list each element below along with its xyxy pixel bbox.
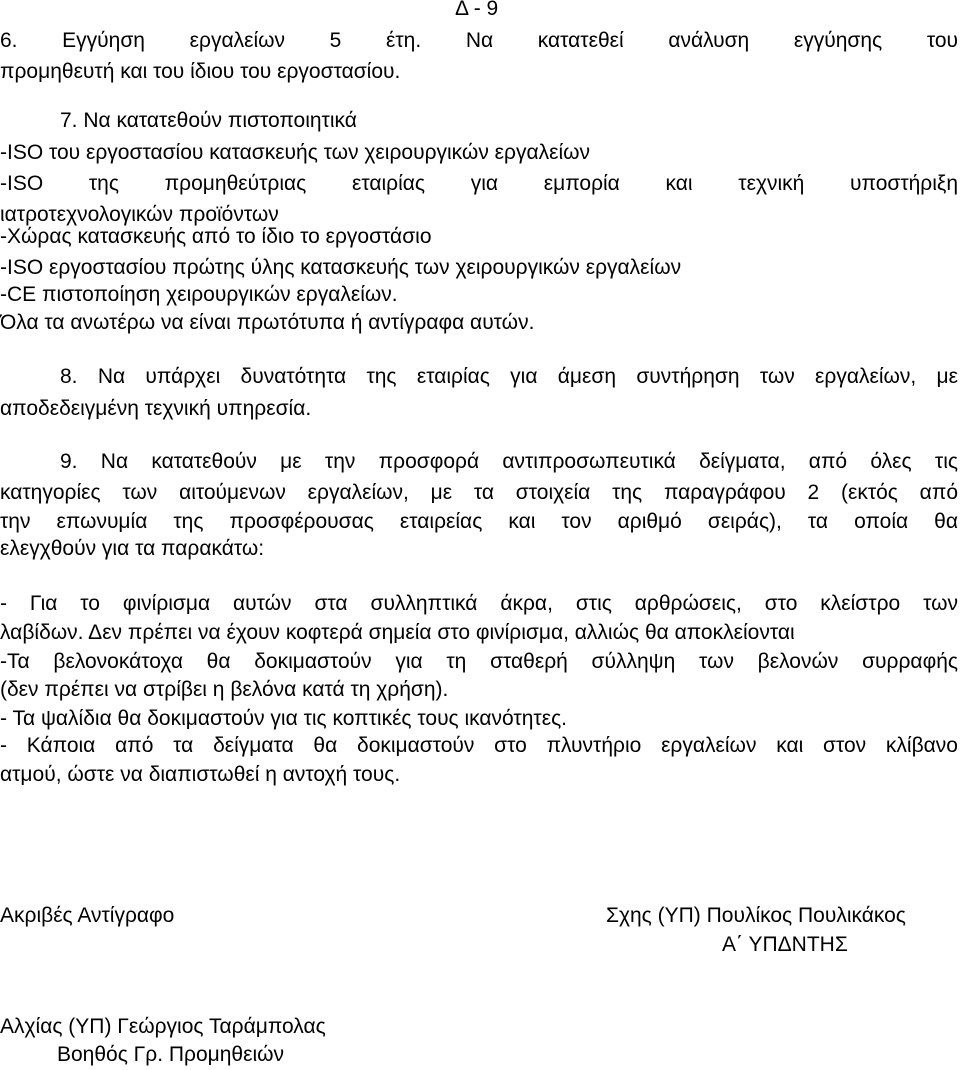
item9-line: ελεγχθούν για τα παρακάτω: <box>0 537 265 560</box>
signer-left-name: Αλχίας (ΥΠ) Γεώργιος Ταράμπολας <box>0 1015 326 1038</box>
item9-line: κατηγορίες των αιτούμενων εργαλείων, με τα στοιχεία της παραγράφου 2 (εκτός από <box>0 481 958 504</box>
item7-line: -ISO του εργοστασίου κατασκευής των χειρουργικών εργαλείων <box>0 141 591 164</box>
item7-line: -ISO της προμηθεύτριας εταιρίας για εμπορία και τεχνική υποστήριξη <box>0 172 958 195</box>
item7-line: Όλα τα ανωτέρω να είναι πρωτότυπα ή αντίγραφα αυτών. <box>0 311 535 334</box>
test-line: (δεν πρέπει να στρίβει η βελόνα κατά τη χρήση). <box>0 678 449 701</box>
test-line: -Τα βελονοκάτοχα θα δοκιμαστούν για τη σταθερή σύλληψη των βελονών συρραφής <box>0 650 958 673</box>
item7-line: ιατροτεχνολογικών προϊόντων <box>0 203 279 226</box>
test-line: - Τα ψαλίδια θα δοκιμαστούν για τις κοπτικές τους ικανότητες. <box>0 707 568 730</box>
signer-right-title: Α΄ ΥΠΔΝΤΗΣ <box>722 933 848 956</box>
item6-line2: προμηθευτή και του ίδιου του εργοστασίου. <box>0 60 401 83</box>
certified-copy-label: Ακριβές Αντίγραφο <box>0 904 175 927</box>
item7-heading: 7. Να κατατεθούν πιστοποιητικά <box>60 109 357 132</box>
item6-line1: 6. Εγγύηση εργαλείων 5 έτη. Να κατατεθεί ανάλυση εγγύησης του <box>0 29 958 52</box>
signer-left-title: Βοηθός Γρ. Προμηθειών <box>57 1043 285 1066</box>
signer-right-name: Σχης (ΥΠ) Πουλίκος Πουλικάκος <box>606 904 906 927</box>
item8-line1: 8. Να υπάρχει δυνατότητα της εταιρίας για άμεση συντήρηση των εργαλείων, με <box>60 365 958 388</box>
page-number: Δ - 9 <box>455 0 499 20</box>
test-line: - Κάποια από τα δείγματα θα δοκιμαστούν στο πλυντήριο εργαλείων και στον κλίβανο <box>0 734 958 757</box>
item8-line2: αποδεδειγμένη τεχνική υπηρεσία. <box>0 397 312 420</box>
item9-line: την επωνυμία της προσφέρουσας εταιρείας και τον αριθμό σειράς), τα οποία θα <box>0 510 958 533</box>
test-line: - Για το φινίρισμα αυτών στα συλληπτικά άκρα, στις αρθρώσεις, στο κλείστρο των <box>0 592 958 615</box>
item7-line: -ISO εργοστασίου πρώτης ύλης κατασκευής των χειρουργικών εργαλείων <box>0 256 682 279</box>
item7-line: -Χώρας κατασκευής από το ίδιο το εργοστάσιο <box>0 225 432 248</box>
test-line: ατμού, ώστε να διαπιστωθεί η αντοχή τους. <box>0 763 401 786</box>
item7-line: -CE πιστοποίηση χειρουργικών εργαλείων. <box>0 283 398 306</box>
item9-line: 9. Να κατατεθούν με την προσφορά αντιπροσωπευτικά δείγματα, από όλες τις <box>60 450 958 473</box>
test-line: λαβίδων. Δεν πρέπει να έχουν κοφτερά σημεία στο φινίρισμα, αλλιώς θα αποκλείονται <box>0 621 795 644</box>
